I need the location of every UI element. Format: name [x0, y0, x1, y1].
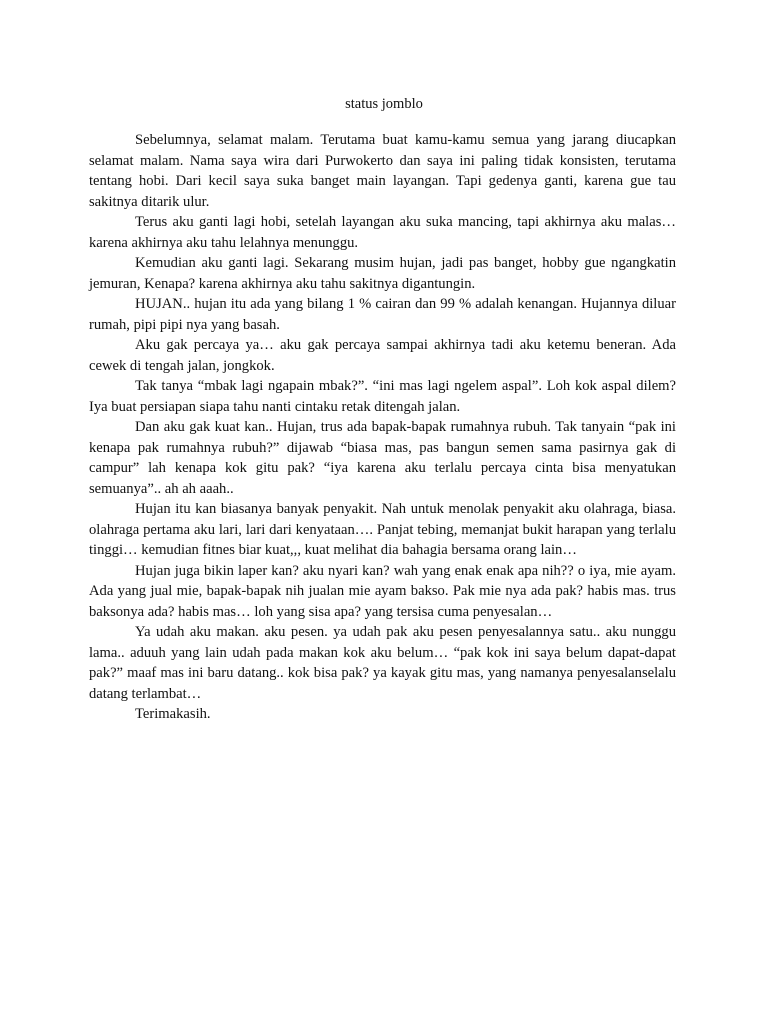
paragraph: Ya udah aku makan. aku pesen. ya udah pak aku pesen penyesalannya satu.. aku nunggu lama.. aduuh yang lain udah pada makan kok aku belum… “pak kok ini saya belum dapat-dapat pak?” maaf mas ini baru datang.. kok bisa pak? ya kayak gitu mas, yang namanya penyesalanselalu datang terlambat…	[89, 624, 676, 702]
paragraph: Kemudian aku ganti lagi. Sekarang musim hujan, jadi pas banget, hobby gue ngangkatin jemuran, Kenapa? karena akhirnya aku tahu sakitnya digantungin.	[89, 255, 676, 292]
paragraph: Hujan juga bikin laper kan? aku nyari kan? wah yang enak enak apa nih?? o iya, mie ayam. Ada yang jual mie, bapak-bapak nih jualan mie ayam bakso. Pak mie nya ada pak? habis mas. trus baksonya ada? habis mas… loh yang sisa apa? yang tersisa cuma penyesalan…	[89, 562, 676, 620]
document-body	[89, 130, 676, 725]
paragraph: Aku gak percaya ya… aku gak percaya sampai akhirnya tadi aku ketemu beneran. Ada cewek di tengah jalan, jongkok.	[89, 337, 676, 374]
document-title: status jomblo	[345, 96, 423, 112]
paragraph: Hujan itu kan biasanya banyak penyakit. Nah untuk menolak penyakit aku olahraga, biasa. olahraga pertama aku lari, lari dari kenyataan…. Panjat tebing, memanjat bukit harapan yang terlalu tinggi… kemudian fitnes biar kuat,,, kuat melihat dia bahagia bersama orang lain…	[89, 501, 676, 558]
paragraph: Tak tanya “mbak lagi ngapain mbak?”. “ini mas lagi ngelem aspal”. Loh kok aspal dilem? Iya buat persiapan siapa tahu nanti cintaku retak ditengah jalan.	[89, 378, 676, 415]
paragraph: Terus aku ganti lagi hobi, setelah layangan aku suka mancing, tapi akhirnya aku malas… karena akhirnya aku tahu lelahnya menunggu.	[89, 214, 676, 251]
closing-line: Terimakasih.	[135, 706, 211, 722]
paragraph: HUJAN.. hujan itu ada yang bilang 1 % cairan dan 99 % adalah kenangan. Hujannya diluar rumah, pipi pipi nya yang basah.	[89, 296, 676, 333]
paragraph: Dan aku gak kuat kan.. Hujan, trus ada bapak-bapak rumahnya rubuh. Tak tanyain “pak ini kenapa pak rumahnya rubuh?” dijawab “biasa mas, pas bangun semen sama pasirnya gak di campur” lah kenapa kok gitu pak? “iya karena aku terlalu percaya cinta bisa menyatukan semuanya”.. ah ah aaah..	[89, 419, 676, 497]
paragraph: Sebelumnya, selamat malam. Terutama buat kamu-kamu semua yang jarang diucapkan selamat malam. Nama saya wira dari Purwokerto dan saya ini paling tidak konsisten, terutama tentang hobi. Dari kecil saya suka banget main layangan. Tapi gedenya ganti, karena gue tau sakitnya ditarik ulur.	[89, 132, 676, 210]
